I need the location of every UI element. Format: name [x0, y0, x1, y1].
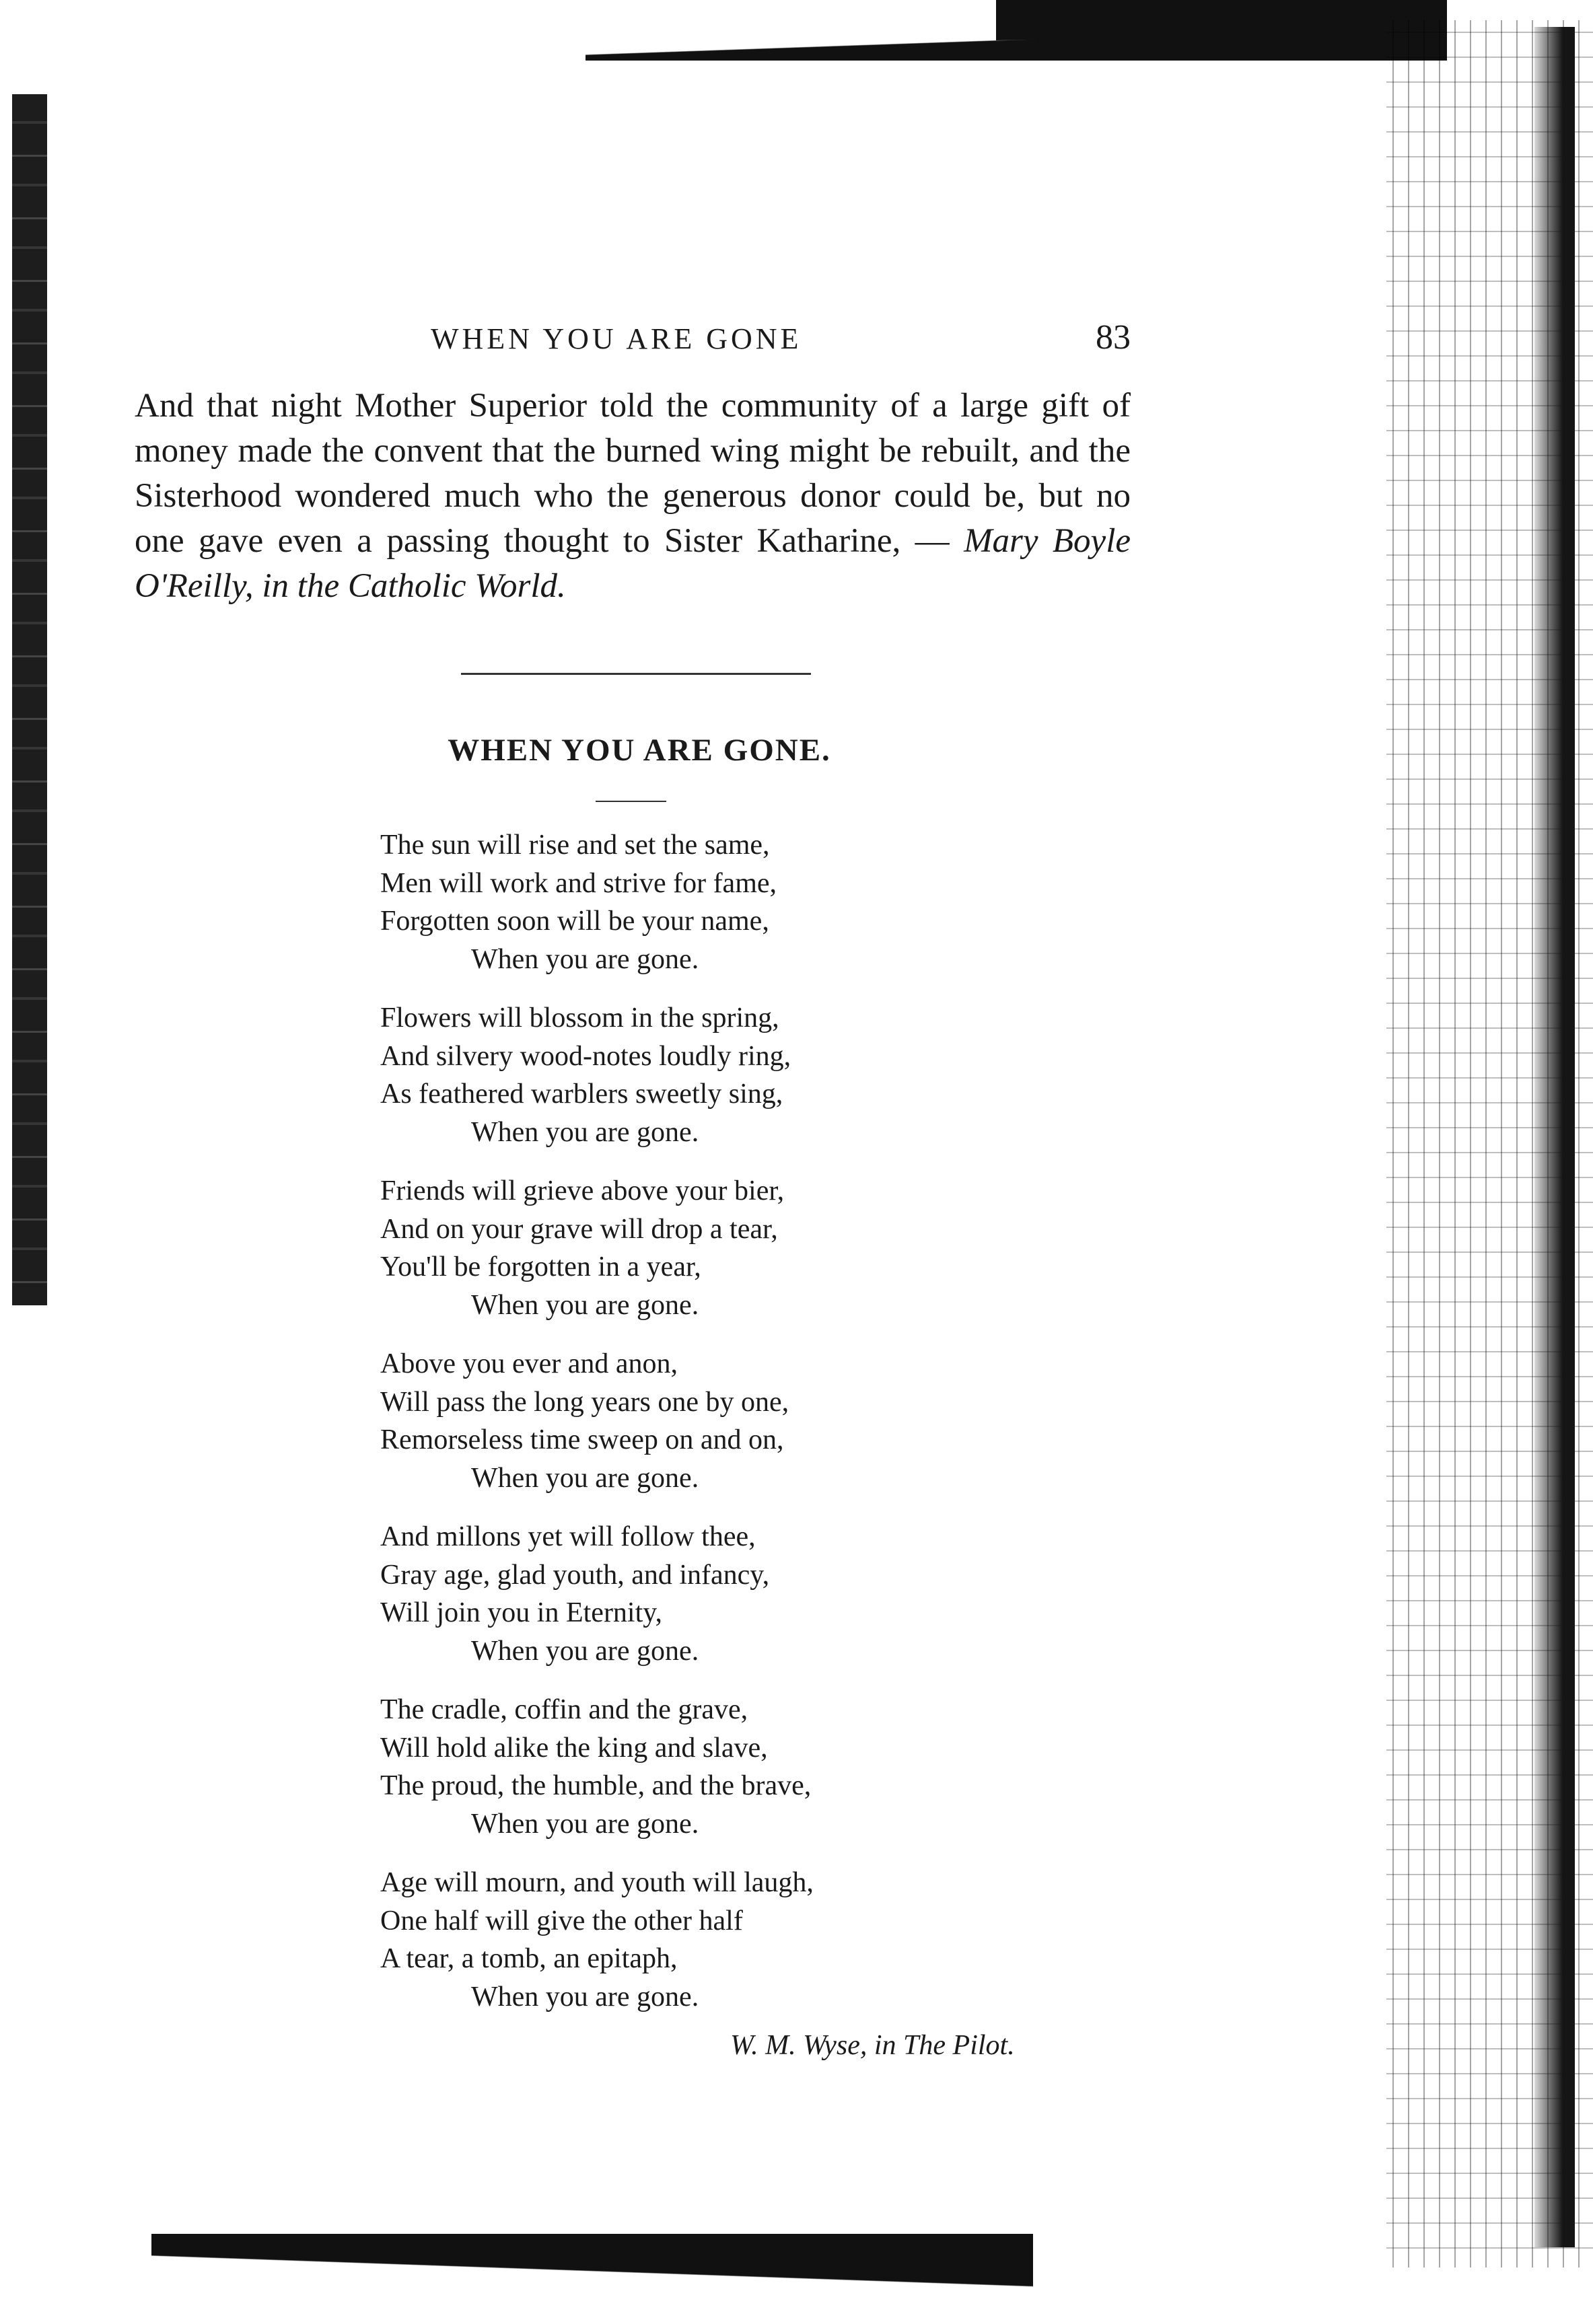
scan-shadow-right — [1534, 27, 1575, 2247]
page-number: 83 — [1096, 318, 1131, 357]
poem-line: And millons yet will follow thee, — [380, 1521, 756, 1552]
poem-stanza — [380, 1518, 986, 1670]
poem-line: Age will mourn, and youth will laugh, — [380, 1867, 814, 1898]
poem-refrain: When you are gone. — [471, 1635, 699, 1667]
poem-line: The cradle, coffin and the grave, — [380, 1694, 748, 1725]
poem-line: You'll be forgotten in a year, — [380, 1251, 701, 1282]
poem-refrain: When you are gone. — [471, 1116, 699, 1148]
poem-line: Forgotten soon will be your name, — [380, 906, 769, 937]
poem-stanza — [380, 1691, 986, 1843]
poem-attribution: W. M. Wyse, in The Pilot. — [730, 2030, 1015, 2061]
poem-stanza — [380, 1345, 986, 1497]
poem-stanza — [380, 826, 986, 978]
poem-line: Will pass the long years one by one, — [380, 1386, 789, 1418]
poem-line: Will join you in Eternity, — [380, 1597, 663, 1628]
title-divider — [596, 801, 666, 802]
poem-refrain: When you are gone. — [471, 1462, 699, 1494]
poem-stanza — [380, 999, 986, 1151]
poem-line: And silvery wood-notes loudly ring, — [380, 1040, 791, 1072]
prose-text: And that night Mother Superior told the community of a large gift of money made the convent that the burned wing might be rebuilt, and the Sisterhood wondered much who the generous donor could be, but no one gave even a passing thought to Sister Katharine, — — [135, 387, 1131, 560]
running-head: WHEN YOU ARE GONE — [431, 322, 802, 355]
poem-line: And on your grave will drop a tear, — [380, 1213, 778, 1245]
poem-stanza — [380, 1172, 986, 1324]
poem-title: WHEN YOU ARE GONE. — [448, 733, 831, 768]
poem-line: One half will give the other half — [380, 1905, 743, 1936]
poem-line: A tear, a tomb, an epitaph, — [380, 1943, 678, 1974]
poem-refrain: When you are gone. — [471, 943, 699, 975]
poem-line: Flowers will blossom in the spring, — [380, 1003, 779, 1033]
poem-refrain: When you are gone. — [471, 1981, 699, 2012]
poem-line: Remorseless time sweep on and on, — [380, 1424, 784, 1455]
section-divider — [461, 673, 811, 675]
poem-line: The sun will rise and set the same, — [380, 830, 770, 861]
poem-line: Gray age, glad youth, and infancy, — [380, 1559, 770, 1591]
prose-credit: Mary Boyle O'Reilly, in the Catholic World. — [135, 522, 1131, 605]
poem-body — [380, 826, 986, 2037]
poem-line: As feathered warblers sweetly sing, — [380, 1079, 783, 1110]
poem-line: Will hold alike the king and slave, — [380, 1732, 768, 1764]
poem-line: Men will work and strive for fame, — [380, 867, 777, 899]
poem-stanza — [380, 1864, 986, 2016]
page-header — [431, 318, 1131, 362]
poem-line: Friends will grieve above your bier, — [380, 1175, 785, 1206]
scan-shadow-left — [12, 94, 47, 1305]
poem-refrain: When you are gone. — [471, 1289, 699, 1321]
poem-line: Above you ever and anon, — [380, 1348, 678, 1379]
scan-shadow-bottom — [151, 2234, 1033, 2298]
poem-line: The proud, the humble, and the brave, — [380, 1770, 812, 1801]
prose-paragraph — [135, 384, 1131, 609]
poem-refrain: When you are gone. — [471, 1808, 699, 1840]
